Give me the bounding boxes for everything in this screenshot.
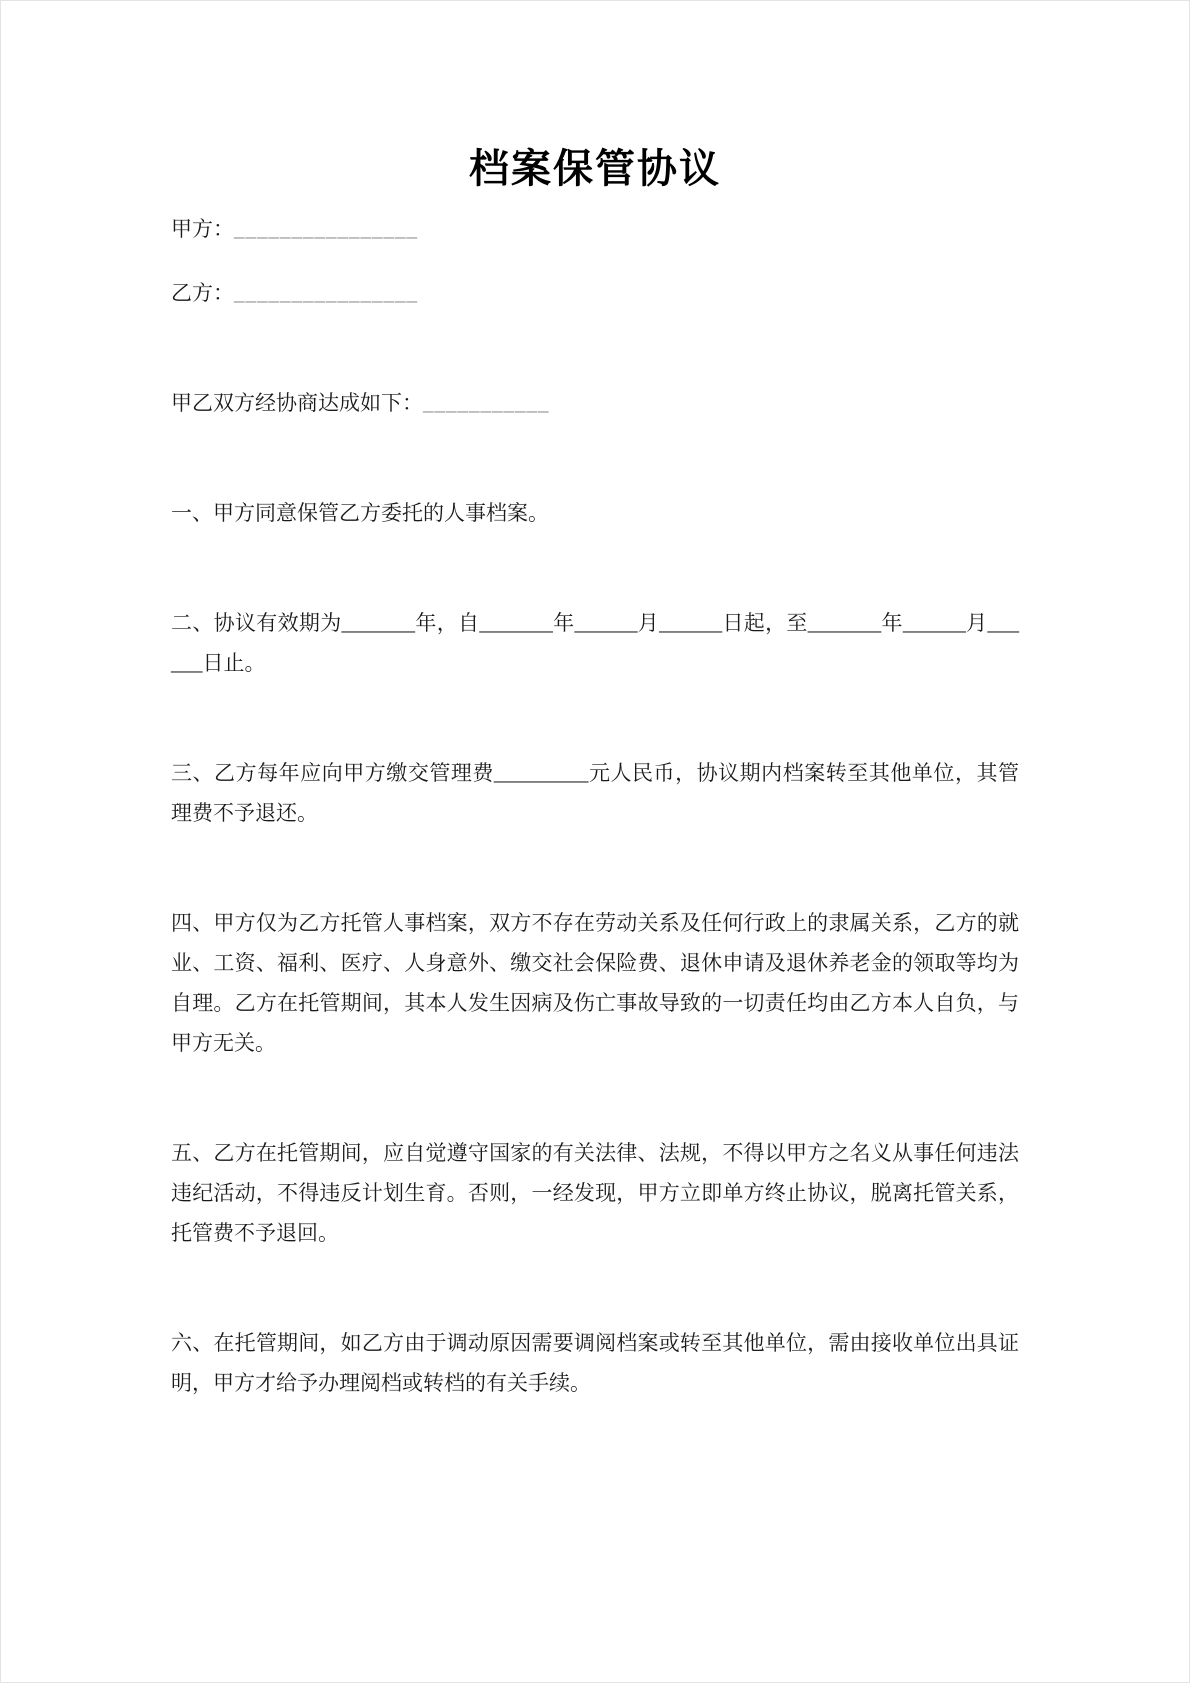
party-a-line	[171, 209, 1019, 249]
intro-blank-field: ___________	[423, 391, 550, 415]
clause-5: 五、乙方在托管期间，应自觉遵守国家的有关法律、法规，不得以甲方之名义从事任何违法违纪活动，不得违反计划生育。否则，一经发现，甲方立即单方终止协议，脱离托管关系，托管费不予退回。	[171, 1141, 1019, 1245]
document-title: 档案保管协议	[469, 146, 721, 191]
intro-line	[171, 383, 1019, 423]
clause-4: 四、甲方仅为乙方托管人事档案，双方不存在劳动关系及任何行政上的隶属关系，乙方的就业、工资、福利、医疗、人身意外、缴交社会保险费、退休申请及退休养老金的领取等均为自理。乙方在托管期间，其本人发生因病及伤亡事故导致的一切责任均由乙方本人自负，与甲方无关。	[171, 911, 1019, 1055]
clause-2: 二、协议有效期为_______年，自_______年______月______日起，至_______年______月______日止。	[171, 611, 1019, 675]
party-a-blank-field: ________________	[234, 217, 418, 241]
intro-label: 甲乙双方经协商达成如下：	[171, 391, 423, 415]
party-b-blank-field: ________________	[234, 281, 418, 305]
party-a-label: 甲方：	[171, 217, 234, 241]
clause-6: 六、在托管期间，如乙方由于调动原因需要调阅档案或转至其他单位，需由接收单位出具证明，甲方才给予办理阅档或转档的有关手续。	[171, 1331, 1019, 1395]
clause-1: 一、甲方同意保管乙方委托的人事档案。	[171, 501, 549, 525]
party-b-line	[171, 273, 1019, 313]
party-b-label: 乙方：	[171, 281, 234, 305]
clause-3: 三、乙方每年应向甲方缴交管理费_________元人民币，协议期内档案转至其他单位，其管理费不予退还。	[171, 761, 1019, 825]
